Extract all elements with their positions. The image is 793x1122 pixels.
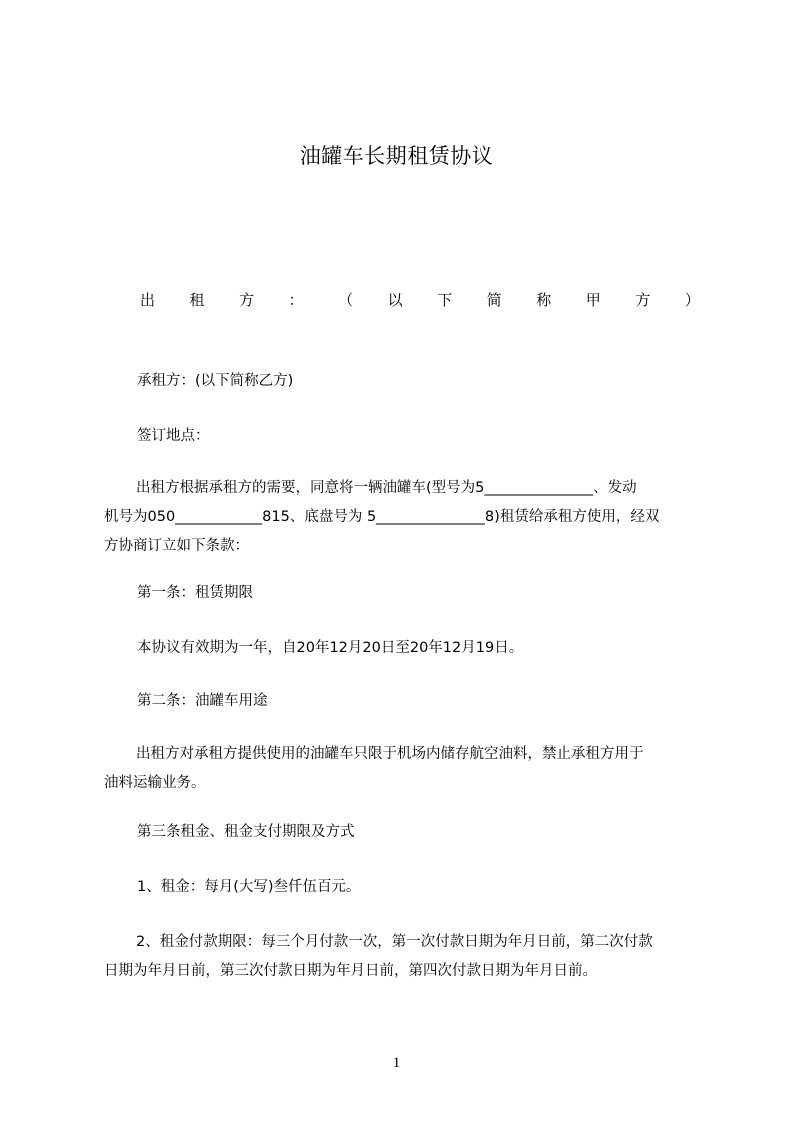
article1-heading: 第一条：租赁期限 bbox=[137, 585, 253, 601]
lessor-line-char: 以 bbox=[387, 291, 403, 309]
lessor-line bbox=[140, 289, 700, 310]
article1-body: 本协议有效期为一年，自20年12月20日至20年12月19日。 bbox=[137, 640, 524, 656]
page-number: 1 bbox=[392, 1055, 401, 1071]
lessor-line-char: ： bbox=[288, 291, 304, 309]
lessor-line-char: 甲 bbox=[585, 291, 601, 309]
intro-row: 方协商订立如下条款： bbox=[104, 538, 249, 554]
rent-item-2-row: 2、租金付款期限：每三个月付款一次，第一次付款日期为年月日前，第二次付款 bbox=[136, 934, 653, 950]
intro-row: 出租方根据承租方的需要，同意将一辆油罐车(型号为5_______________、发动 bbox=[136, 480, 637, 496]
rent-item-2 bbox=[104, 928, 700, 986]
lessor-line-char: 下 bbox=[437, 291, 453, 309]
lessor-line-char: 简 bbox=[486, 291, 502, 309]
article2-body bbox=[104, 740, 700, 798]
signing-place: 签订地点： bbox=[137, 428, 210, 444]
intro-row: 机号为050____________815、底盘号为 5_______________8)租赁给承租方使用，经双 bbox=[104, 509, 660, 525]
rent-item-2-row: 日期为年月日前，第三次付款日期为年月日前，第四次付款日期为年月日前。 bbox=[104, 963, 597, 979]
document-title: 油罐车长期租赁协议 bbox=[299, 144, 494, 168]
lessor-line-char: 方 bbox=[635, 291, 651, 309]
intro-paragraph bbox=[104, 474, 700, 561]
lessee-line: 承租方：(以下简称乙方) bbox=[137, 373, 294, 389]
lessor-line-char: 方 bbox=[239, 291, 255, 309]
article2-body-row: 出租方对承租方提供使用的油罐车只限于机场内储存航空油料，禁止承租方用于 bbox=[136, 746, 644, 762]
lessor-line-char: 出 bbox=[140, 291, 156, 309]
lessor-line-char: （ bbox=[338, 291, 354, 309]
lessor-line-char: 租 bbox=[189, 291, 205, 309]
lessor-line-char: ） bbox=[684, 291, 700, 309]
article2-body-row: 油料运输业务。 bbox=[104, 775, 206, 791]
lessor-line-char: 称 bbox=[536, 291, 552, 309]
article2-heading: 第二条：油罐车用途 bbox=[137, 693, 268, 709]
article3-heading: 第三条租金、租金支付期限及方式 bbox=[137, 824, 355, 840]
rent-item-1: 1、租金：每月(大写)叁仟伍百元。 bbox=[137, 879, 361, 895]
